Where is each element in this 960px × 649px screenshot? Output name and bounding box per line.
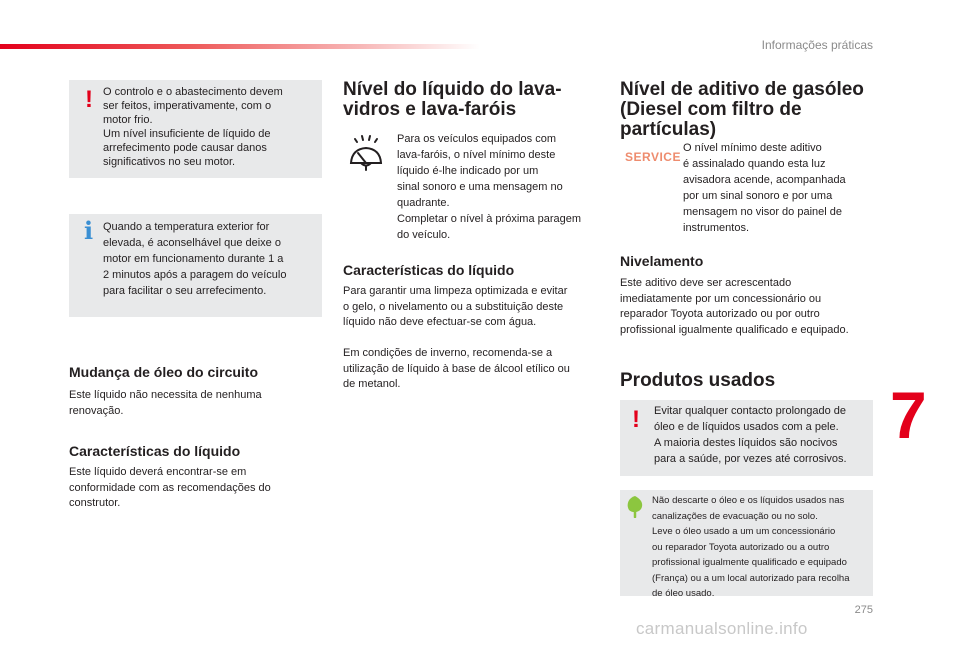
exclamation-icon: ! [632,406,640,433]
characteristics-left-text: Este líquido deverá encontrar-se em conformidade com as recomendações do construtor. [69,466,271,509]
chapter-number: 7 [890,378,927,452]
heading-diesel-additive: Nível de aditivo de gasóleo (Diesel com filtro de partículas) [620,79,864,140]
info-box-temperature [69,214,322,317]
heading-leveling: Nivelamento [620,253,704,269]
characteristics-middle-text2: Em condições de inverno, recomenda-se a utilização de líquido à base de álcool etílico ou de metanol. [343,347,570,390]
service-warning-icon: SERVICE [625,150,681,164]
disposal-text: Não descarte o óleo e os líquidos usados nas canalizações de evacuação ou no solo. Leve o óleo usado a um um concessionário ou reparador Toyota autorizado ou a outro profissional igualmente qualificado e equipado (França) ou a um local autorizado para recolha de óleo usado. [652,495,850,599]
info-icon: i [84,216,94,245]
eco-box-disposal [620,490,873,599]
header-red-bar [0,44,480,49]
watermark: carmanualsonline.info [636,619,808,638]
oil-change-text: Este líquido não necessita de nenhuma renovação. [69,389,262,417]
windscreen-washer-icon [348,133,384,173]
leveling-text: Este aditivo deve ser acrescentado imediatamente por um concessionário ou reparador Toyota autorizado ou por outro profissional igualmente qualificado e equipado. [620,277,849,336]
used-products-warning-text: Evitar qualquer contacto prolongado de óleo e de líquidos usados com a pele. A maioria destes líquidos são nocivos para a saúde, por vezes até corrosivos. [654,405,847,465]
info-text: Quando a temperatura exterior for elevada, é aconselhável que deixe o motor em funcionamento durante 1 a 2 minutos após a paragem do veículo para facilitar o seu arrefecimento. [103,221,287,297]
additive-intro-text: O nível mínimo deste aditivo é assinalado quando esta luz avisadora acende, acompanhada por um sinal sonoro e por uma mensagem no visor do painel de instrumentos. [683,142,846,234]
warning-box-used-products [620,400,873,476]
heading-characteristics-left: Características do líquido [69,443,241,459]
section-title: Informações práticas [761,38,873,52]
exclamation-icon: ! [85,86,93,113]
leaf-eco-icon [624,494,646,518]
characteristics-middle-text1: Para garantir uma limpeza optimizada e evitar o gelo, o nivelamento ou a substituição deste líquido não deve efectuar-se com água. [343,285,568,328]
heading-characteristics-middle: Características do líquido [343,262,515,278]
page-number: 275 [854,604,873,616]
heading-used-products: Produtos usados [620,370,776,391]
warning-text: O controlo e o abastecimento devem ser feitos, imperativamente, com o motor frio. Um nível insuficiente de líquido de arrefecimento pode causar danos significativos no seu motor. [103,86,283,168]
warning-box-coolant [69,80,322,178]
heading-washer-fluid: Nível do líquido do lava- vidros e lava-faróis [343,79,562,120]
washer-intro-text: Para os veículos equipados com lava-faróis, o nível mínimo deste líquido é-lhe indicado por um sinal sonoro e uma mensagem no quadrante. Completar o nível à próxima paragem do veículo. [397,133,582,241]
heading-oil-change: Mudança de óleo do circuito [69,364,259,380]
